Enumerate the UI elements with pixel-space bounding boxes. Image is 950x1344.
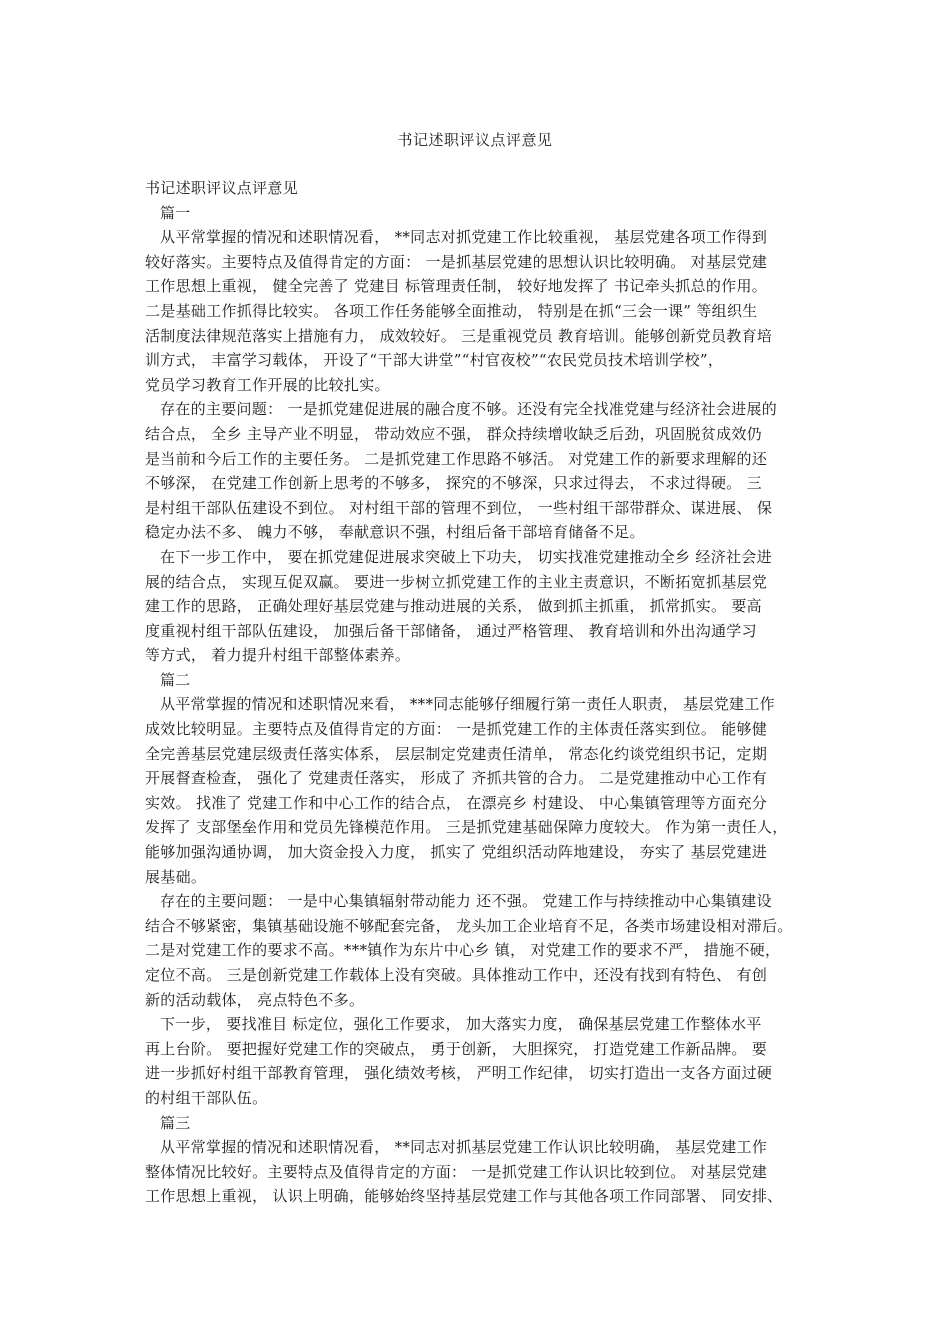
text-line: 从平常掌握的情况和述职情况看， **同志对抓基层党建工作认识比较明确， 基层党建工作 (160, 1138, 768, 1157)
text-line: 训方式， 丰富学习载体， 开设了“干部大讲堂”“村官夜校”“农民党员技术培训学校”， (145, 351, 724, 370)
text-line: 新的活动载体， 亮点特色不多。 (145, 990, 365, 1009)
text-line: 较好落实。主要特点及值得肯定的方面： 一是抓基层党建的思想认识比较明确。 对基层党建 (145, 252, 768, 271)
text-line: 是村组干部队伍建设不到位。 对村组干部的管理不到位， 一些村组干部带群众、谋进展、 保 (145, 498, 773, 517)
text-line: 存在的主要问题： 一是中心集镇辐射带动能力 还不强。 党建工作与持续推动中心集镇建设 (160, 892, 772, 911)
text-line: 二是基础工作抓得比较实。 各项工作任务能够全面推动， 特别是在抓“三会一课” 等组织生 (145, 301, 758, 320)
text-line: 全完善基层党建层级责任落实体系， 层层制定党建责任清单， 常态化约谈党组织书记，定期 (145, 744, 768, 763)
text-line: 展基础。 (145, 867, 207, 886)
document-body (145, 176, 825, 1209)
text-line: 的村组干部队伍。 (145, 1088, 268, 1107)
text-line: 存在的主要问题： 一是抓党建促进展的融合度不够。还没有完全找准党建与经济社会进展的 (160, 400, 778, 419)
text-line: 开展督查检查， 强化了 党建责任落实， 形成了 齐抓共管的合力。 二是党建推动中心工作有 (145, 769, 768, 788)
text-line: 度重视村组干部队伍建设， 加强后备干部储备， 通过严格管理、 教育培训和外出沟通学习 (145, 621, 757, 640)
text-line: 工作思想上重视， 认识上明确，能够始终坚持基层党建工作与其他各项工作同部署、 同安排、 (145, 1187, 783, 1206)
text-line: 再上台阶。 要把握好党建工作的突破点， 勇于创新， 大胆探究， 打造党建工作新品牌。 要 (145, 1039, 768, 1058)
document-title: 书记述职评议点评意见 (397, 131, 553, 149)
text-line: 在下一步工作中， 要在抓党建促进展求突破上下功夫， 切实找准党建推动全乡 经济社会进 (160, 547, 772, 566)
text-line: 展的结合点， 实现互促双赢。 要进一步树立抓党建工作的主业主责意识，不断拓宽抓基层党 (145, 572, 768, 591)
text-line: 工作思想上重视， 健全完善了 党建目 标管理责任制， 较好地发挥了 书记牵头抓总的作用。 (145, 277, 768, 296)
text-line: 成效比较明显。主要特点及值得肯定的方面： 一是抓党建工作的主体责任落实到位。 能够健 (145, 720, 768, 739)
text-line: 结合点， 全乡 主导产业不明显， 带动效应不强， 群众持续增收缺乏后劲，巩固脱贫成效仍 (145, 424, 762, 443)
text-line: 稳定办法不多、 魄力不够， 奉献意识不强，村组后备干部培育储备不足。 (145, 523, 645, 542)
text-line: 书记述职评议点评意见 (145, 179, 299, 197)
text-line: 下一步， 要找准目 标定位，强化工作要求， 加大落实力度， 确保基层党建工作整体水平 (160, 1015, 762, 1034)
text-line: 结合不够紧密，集镇基础设施不够配套完备， 龙头加工企业培育不足，各类市场建设相对滞后。 (145, 916, 793, 935)
text-line: 能够加强沟通协调， 加大资金投入力度， 抓实了 党组织活动阵地建设， 夯实了 基层党建进 (145, 843, 768, 862)
text-line: 篇二 (160, 670, 191, 689)
text-line: 二是对党建工作的要求不高。***镇作为东片中心乡 镇， 对党建工作的要求不严， 措施不硬， (145, 941, 781, 960)
text-line: 建工作的思路， 正确处理好基层党建与推动进展的关系， 做到抓主抓重， 抓常抓实。 要高 (145, 597, 762, 616)
text-line: 定位不高。 三是创新党建工作载体上没有突破。具体推动工作中，还没有找到有特色、 有创 (145, 966, 768, 984)
text-line: 篇三 (160, 1113, 191, 1132)
text-line: 实效。 找准了 党建工作和中心工作的结合点， 在漂亮乡 村建设、 中心集镇管理等方面充分 (145, 793, 768, 812)
text-line: 进一步抓好村组干部教育管理， 强化绩效考核， 严明工作纪律， 切实打造出一支各方面过硬 (145, 1064, 773, 1083)
text-line: 活制度法律规范落实上措施有力， 成效较好。 三是重视党员 教育培训。能够创新党员教育培 (145, 326, 773, 345)
text-line: 等方式， 着力提升村组干部整体素养。 (145, 646, 411, 665)
text-line: 是当前和今后工作的主要任务。 二是抓党建工作思路不够活。 对党建工作的新要求理解的还 (145, 449, 768, 468)
text-line: 整体情况比较好。主要特点及值得肯定的方面： 一是抓党建工作认识比较到位。 对基层党建 (145, 1162, 768, 1181)
text-line: 党员学习教育工作开展的比较扎实。 (145, 375, 390, 394)
text-line: 从平常掌握的情况和述职情况看， **同志对抓党建工作比较重视， 基层党建各项工作得到 (160, 228, 768, 247)
text-line: 从平常掌握的情况和述职情况来看， ***同志能够仔细履行第一责任人职责， 基层党建工作 (160, 695, 775, 714)
text-line: 发挥了 支部堡垒作用和党员先锋模范作用。 三是抓党建基础保障力度较大。 作为第一责任人， (145, 818, 788, 837)
text-line: 篇一 (160, 203, 191, 222)
text-line: 不够深， 在党建工作创新上思考的不够多， 探究的不够深，只求过得去， 不求过得硬。 三 (145, 474, 762, 493)
